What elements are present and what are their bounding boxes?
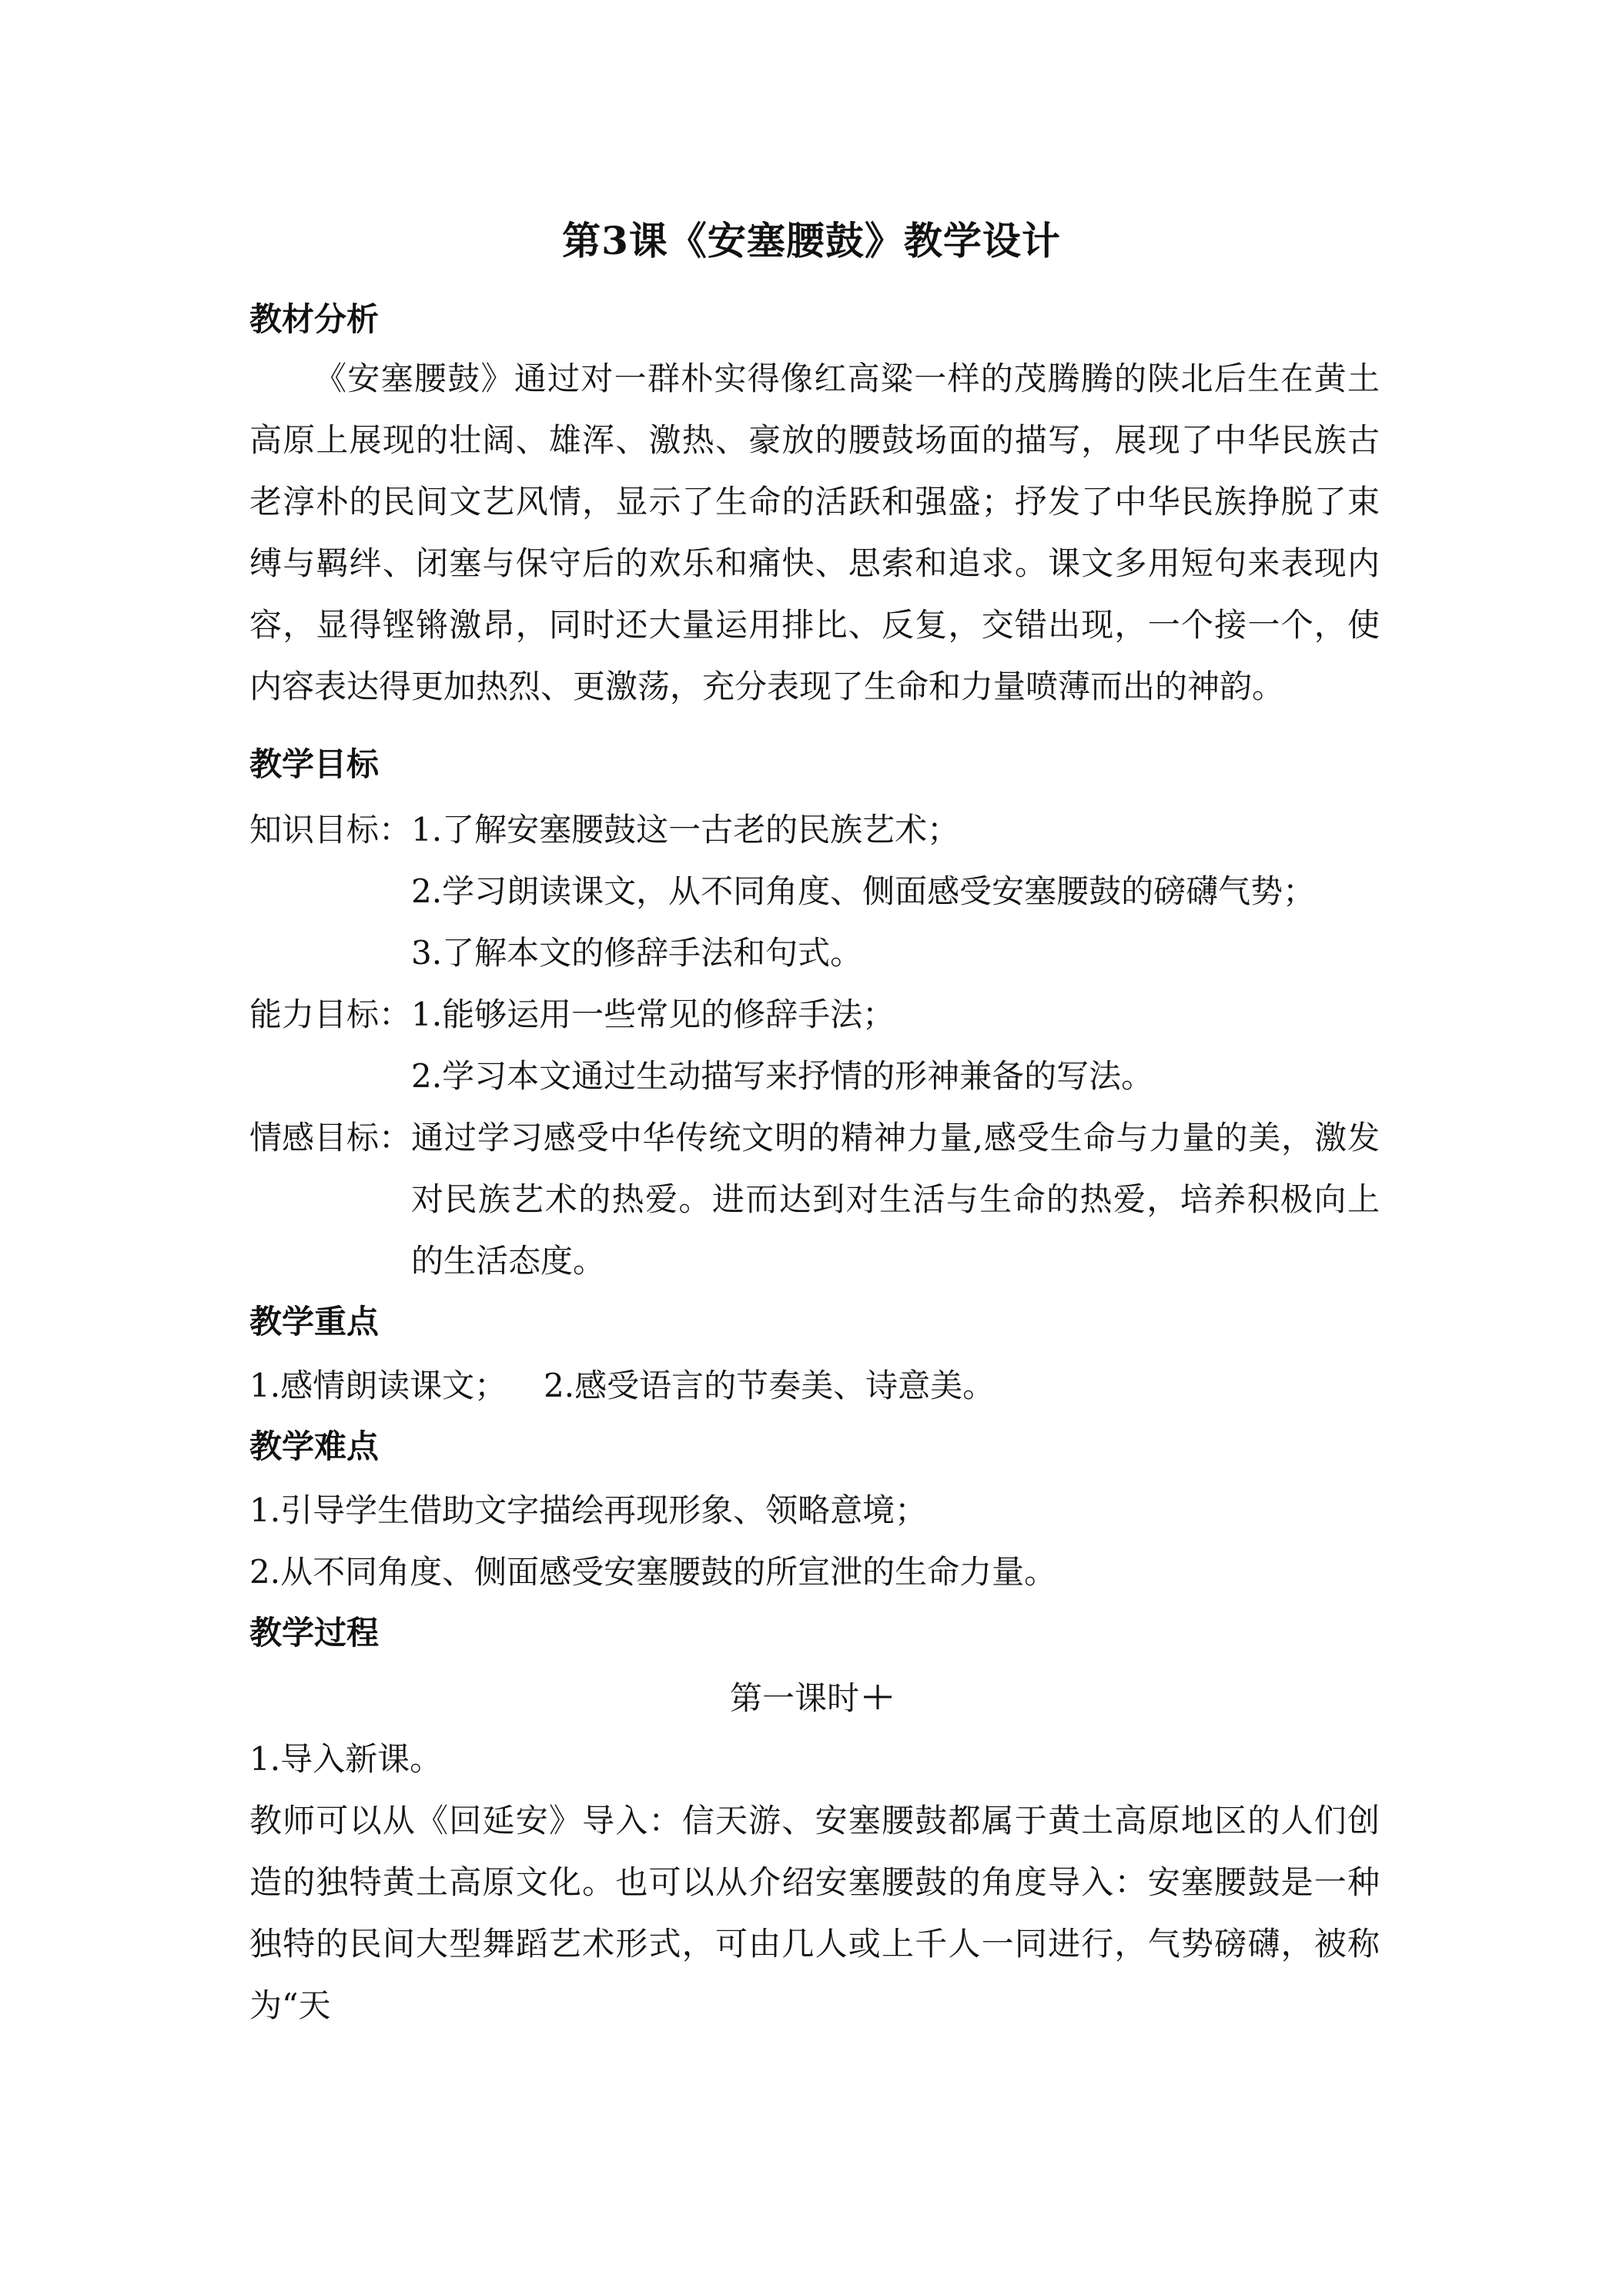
document-title: 第3课《安塞腰鼓》教学设计 [562,218,1061,263]
section-heading-key-points: 教学重点 [249,1303,380,1340]
emotion-goal-label: 情感目标： [249,1119,412,1156]
section-heading-analysis: 教材分析 [249,300,380,338]
process-step-text: 教师可以从《回延安》导入：信天游、安塞腰鼓都属于黄土高原地区的人们创造的独特黄土高原文化。也可以从介绍安塞腰鼓的角度导入：安塞腰鼓是一种独特的民间大型舞蹈艺术形式，可由几人或上千人一同进行，气势磅礴，被称为“天 [249,1802,1380,2024]
key-point-item: 2.感受语言的节奏美、诗意美。 [544,1367,996,1404]
section-heading-goals: 教学目标 [249,745,380,783]
cross-mark-icon [862,1678,893,1709]
lesson-period-label [0,1675,1623,1722]
section-heading-difficulties: 教学难点 [249,1427,380,1465]
ability-goal-label: 能力目标： [249,996,412,1033]
knowledge-goal-item: 1.了解安塞腰鼓这一古老的民族艺术； [411,811,960,848]
ability-goal-item: 1.能够运用一些常见的修辞手法； [411,996,895,1033]
section-heading-process: 教学过程 [249,1614,380,1652]
key-point-item: 1.感情朗读课文； [249,1367,507,1404]
knowledge-goal-item: 3.了解本文的修辞手法和句式。 [411,934,863,972]
difficulty-item: 2.从不同角度、侧面感受安塞腰鼓的所宣泄的生命力量。 [249,1553,1057,1591]
lesson-period-text: 第一课时 [729,1679,859,1717]
knowledge-goal-item: 2.学习朗读课文，从不同角度、侧面感受安塞腰鼓的磅礴气势； [411,872,1316,910]
analysis-paragraph: 《安塞腰鼓》通过对一群朴实得像红高粱一样的茂腾腾的陕北后生在黄土高原上展现的壮阔、雄浑、激热、豪放的腰鼓场面的描写，展现了中华民族古老淳朴的民间文艺风情，显示了生命的活跃和强盛；抒发了中华民族挣脱了束缚与羁绊、闭塞与保守后的欢乐和痛快、思索和追求。课文多用短句来表现内容，显得铿锵激昂，同时还大量运用排比、反复，交错出现，一个接一个，使内容表达得更加热烈、更激荡，充分表现了生命和力量喷薄而出的神韵。 [249,360,1380,705]
emotion-goal-text: 通过学习感受中华传统文明的精神力量,感受生命与力量的美，激发对民族艺术的热爱。进而达到对生活与生命的热爱，培养积极向上的生活态度。 [411,1119,1380,1280]
knowledge-goal-label: 知识目标： [249,811,412,848]
process-step-title: 1.导入新课。 [249,1740,443,1778]
ability-goal-item: 2.学习本文通过生动描写来抒情的形神兼备的写法。 [411,1057,1154,1095]
difficulty-item: 1.引导学生借助文字描绘再现形象、领略意境； [249,1491,928,1529]
